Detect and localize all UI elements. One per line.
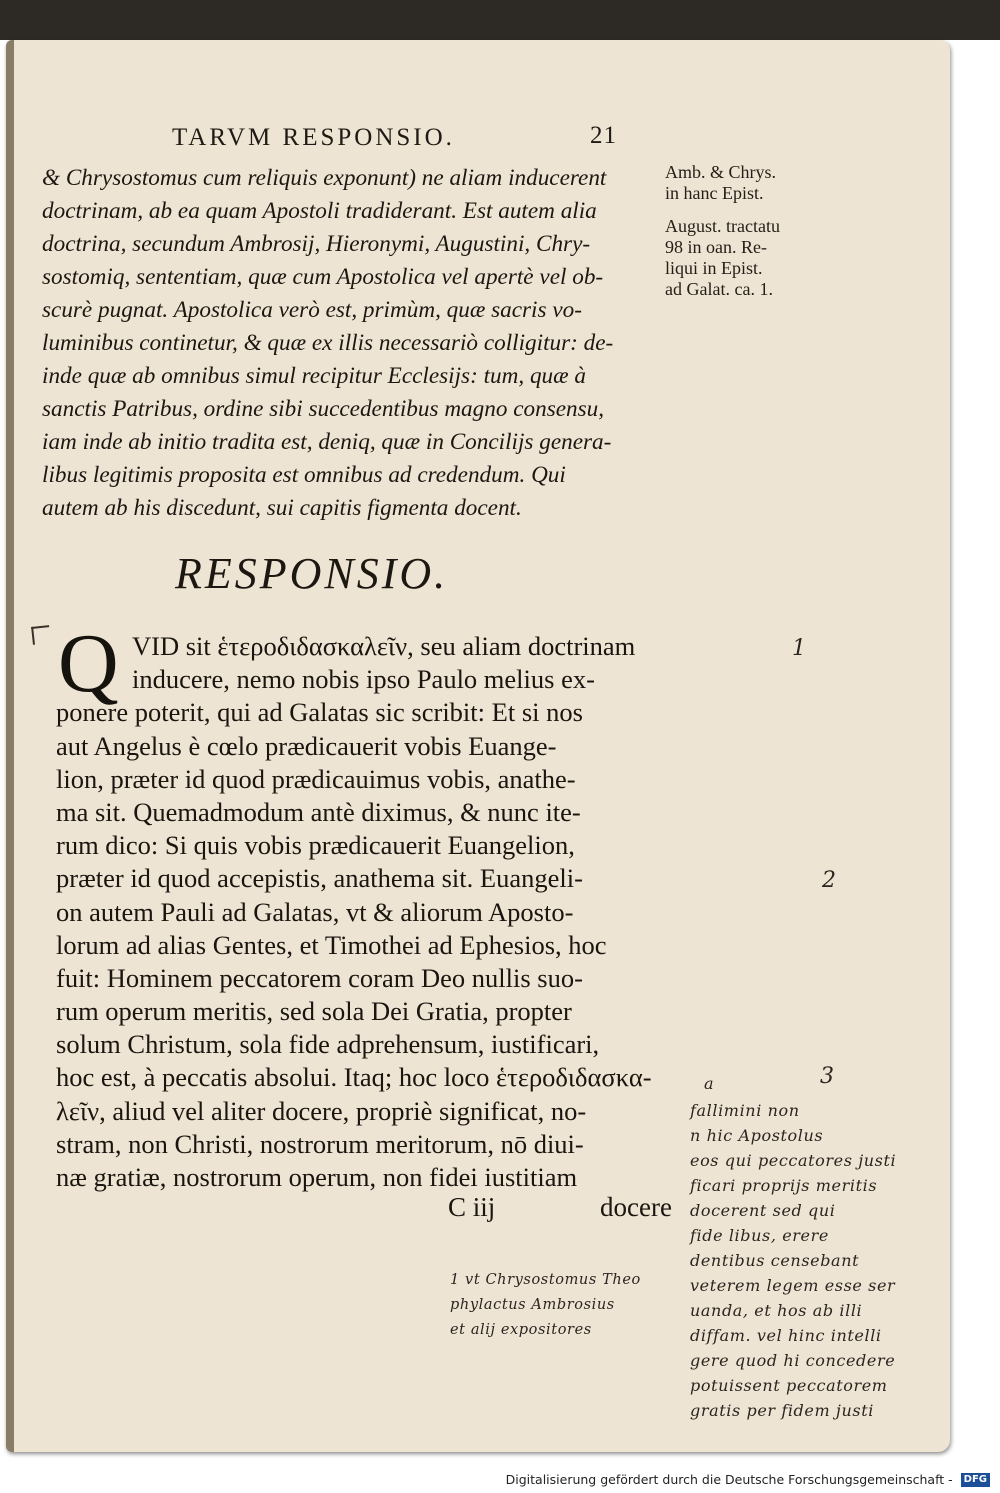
handwritten-line: diffam. vel hinc intelli (690, 1326, 882, 1345)
text-line: stram, non Christi, nostrorum meritorum, nō diui- (56, 1128, 584, 1159)
text-line: inducere, nemo nobis ipso Paulo melius ex- (132, 664, 595, 695)
signature-mark: C iij (448, 1192, 496, 1222)
handwritten-line: 1 vt Chrysostomus Theo (450, 1272, 641, 1288)
text-line: ponere poterit, qui ad Galatas sic scribit: Et si nos (56, 697, 583, 728)
handwritten-line: fide libus, erere (690, 1226, 829, 1245)
handwritten-line: eos qui peccatores justi (690, 1151, 897, 1170)
text-line: & Chrysostomus cum reliquis exponunt) ne aliam inducerent (42, 165, 607, 191)
italic-paragraph (42, 162, 662, 525)
handwritten-line: potuissent peccatorem (690, 1376, 888, 1395)
text-line: sanctis Patribus, ordine sibi succedentibus magno consensu, (42, 396, 605, 422)
margin-note-line: ad Galat. ca. 1. (665, 279, 773, 299)
catchword: docere (600, 1192, 672, 1222)
handwritten-line: veterem legem esse ser (690, 1276, 896, 1295)
dfg-logo-icon: DFG (961, 1473, 990, 1487)
text-line: iam inde ab initio tradita est, deniq, quæ in Concilijs genera- (42, 429, 612, 455)
text-line: fuit: Hominem peccatorem coram Deo nullis suo- (56, 962, 583, 993)
text-line: lorum ad alias Gentes, et Timothei ad Ephesios, hoc (56, 929, 607, 960)
margin-note-line: Amb. & Chrys. (665, 162, 777, 182)
margin-note-spacer (665, 204, 845, 216)
handwritten-line: fallimini non (690, 1101, 800, 1120)
scan-frame-top (0, 0, 1000, 40)
text-line: rum dico: Si quis vobis prædicauerit Euangelion, (56, 830, 575, 861)
handwritten-line: gratis per fidem justi (690, 1401, 874, 1420)
text-line: ma sit. Quemadmodum antè diximus, & nunc ite- (56, 796, 581, 827)
margin-note-line: liqui in Epist. (665, 258, 763, 278)
page-spine-shadow (6, 40, 14, 1452)
running-head (172, 124, 662, 152)
handwritten-line: n hic Apostolus (690, 1126, 824, 1145)
text-line: autem ab his discedunt, sui capitis figmenta docent. (42, 495, 522, 521)
text-line: næ gratiæ, nostrorum operum, non fidei iustitiam (56, 1162, 578, 1192)
handwritten-annotation (450, 1268, 641, 1343)
digitization-credit (506, 1472, 990, 1488)
text-line: on autem Pauli ad Galatas, vt & aliorum Aposto- (56, 896, 574, 927)
text-line: inde quæ ab omnibus simul recipitur Ecclesijs: tum, quæ à (42, 363, 587, 389)
handwritten-line: phylactus Ambrosius (450, 1297, 615, 1313)
credit-text: Digitalisierung gefördert durch die Deutsche Forschungsgemeinschaft - (505, 1471, 953, 1487)
text-line: solum Christum, sola fide adprehensum, iustificari, (56, 1029, 600, 1060)
text-line: luminibus continetur, & quæ ex illis necessariò colligitur: de- (42, 330, 614, 356)
handwritten-line: ficari proprijs meritis (690, 1176, 878, 1195)
handwritten-bracket-mark (31, 625, 51, 645)
handwritten-line: uanda, et hos ab illi (690, 1301, 863, 1320)
text-line: doctrinam, ab ea quam Apostoli tradiderant. Est autem alia (42, 198, 597, 224)
section-title: RESPONSIO. (175, 549, 449, 598)
page-number: 21 (590, 122, 617, 149)
margin-note-line: August. tractatu (665, 216, 780, 236)
text-line: hoc est, à peccatis absolui. Itaq; hoc loco ἑτεροδιδασκα- (56, 1062, 652, 1093)
text-line: λεῖν, aliud vel aliter docere, propriè significat, no- (56, 1095, 587, 1126)
handwritten-letter: a (704, 1074, 714, 1093)
drop-cap: Q (58, 617, 119, 710)
handwritten-line: dentibus censebant (690, 1251, 860, 1270)
text-line: doctrina, secundum Ambrosij, Hieronymi, Augustini, Chry- (42, 231, 591, 257)
margin-note-line: 98 in oan. Re- (665, 237, 767, 257)
text-line: libus legitimis proposita est omnibus ad credendum. Qui (42, 462, 566, 488)
text-line: aut Angelus è cœlo prædicauerit vobis Euange- (56, 730, 557, 761)
text-line: lion, præter id quod prædicauimus vobis, anathe- (56, 763, 576, 794)
handwritten-line: gere quod hi concedere (690, 1351, 896, 1370)
handwritten-annotation (690, 1098, 950, 1423)
handwritten-line: et alij expositores (450, 1322, 592, 1338)
text-line: VID sit ἑτεροδιδασκαλεῖν, seu aliam doctrinam (132, 631, 636, 661)
text-line: præter id quod accepistis, anathema sit. Euangeli- (56, 863, 583, 894)
handwritten-number: 3 (820, 1064, 834, 1089)
text-line: rum operum meritis, sed sola Dei Gratia, propter (56, 996, 572, 1027)
margin-note (665, 162, 845, 300)
handwritten-number: 2 (822, 868, 836, 893)
text-line: sostomiq, sententiam, quæ cum Apostolica vel apertè vel ob- (42, 264, 604, 290)
handwritten-line: docerent sed qui (690, 1201, 836, 1220)
running-head-text: TARVM RESPONSIO. (172, 124, 455, 151)
roman-paragraph (56, 630, 686, 1194)
handwritten-number: 1 (792, 636, 806, 661)
text-line: scurè pugnat. Apostolica verò est, primùm, quæ sacris vo- (42, 297, 582, 323)
margin-note-line: in hanc Epist. (665, 183, 764, 203)
